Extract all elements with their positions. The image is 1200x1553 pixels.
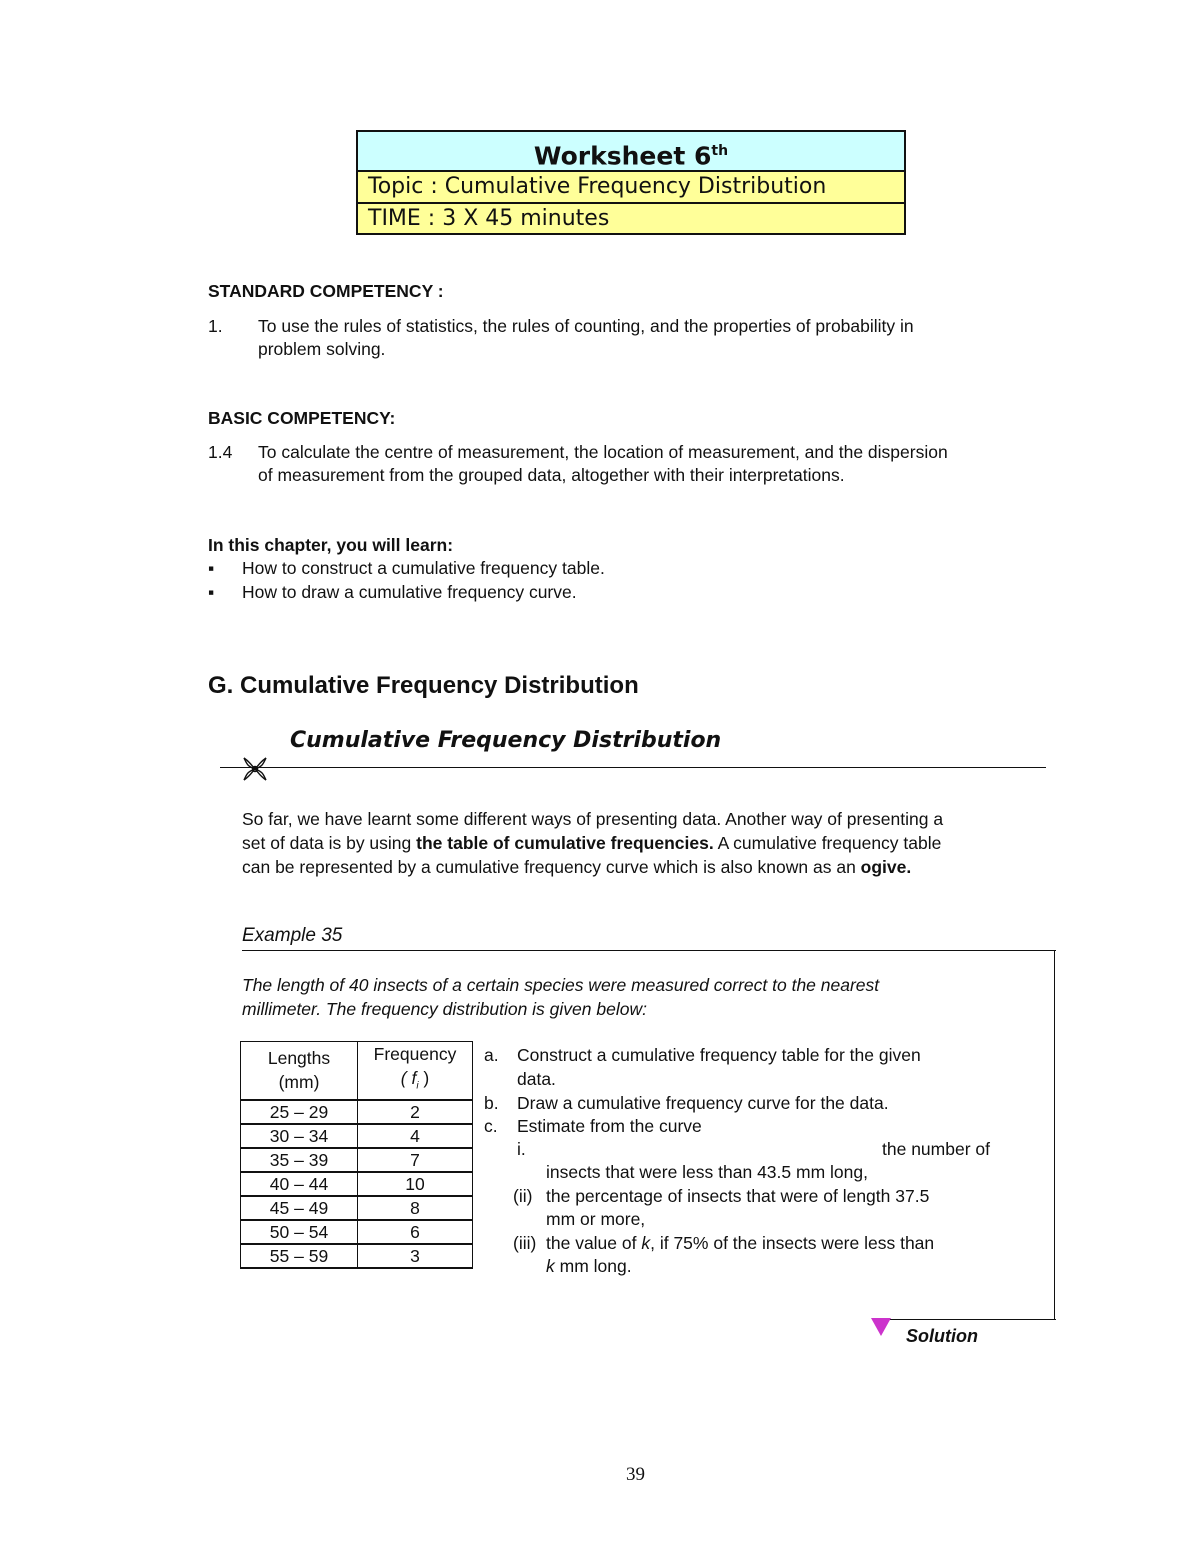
question-i-line2: insects that were less than 43.5 mm long, [546, 1162, 868, 1182]
cell-frequency: 4 [358, 1124, 473, 1148]
question-i-line1: the number of [882, 1139, 990, 1159]
table-row [241, 1124, 473, 1148]
example-bottom-rule [880, 1319, 1056, 1320]
worksheet-time: TIME : 3 X 45 minutes [358, 204, 904, 233]
decorative-flower-icon [240, 754, 270, 784]
question-ii-line2: mm or more, [546, 1209, 646, 1229]
worksheet-title: Worksheet 6th [358, 132, 904, 172]
basic-competency-heading: BASIC COMPETENCY: [208, 408, 396, 428]
cell-length: 30 – 34 [241, 1124, 358, 1148]
learn-item: How to construct a cumulative frequency table. [242, 558, 605, 578]
cell-frequency: 7 [358, 1148, 473, 1172]
standard-competency-number: 1. [208, 316, 223, 336]
question-b-label: b. [484, 1093, 499, 1113]
table-row [241, 1172, 473, 1196]
cell-frequency: 3 [358, 1244, 473, 1268]
section-title: G. Cumulative Frequency Distribution [208, 672, 639, 699]
basic-competency-line2: of measurement from the grouped data, altogether with their interpretations. [258, 465, 845, 485]
standard-competency-line1: To use the rules of statistics, the rules of counting, and the properties of probability in [258, 316, 914, 336]
table-row [241, 1244, 473, 1268]
question-a-label: a. [484, 1045, 499, 1065]
question-iii-line1: the value of k, if 75% of the insects were less than [546, 1233, 935, 1253]
cell-length: 25 – 29 [241, 1100, 358, 1124]
question-a-line1: Construct a cumulative frequency table for the given [517, 1045, 921, 1065]
table-row [241, 1196, 473, 1220]
cell-length: 55 – 59 [241, 1244, 358, 1268]
header-frequency: Frequency ( $f_i$ ) [358, 1042, 473, 1100]
header-lengths: Lengths (mm) [241, 1042, 358, 1100]
table-header-row [241, 1042, 473, 1100]
solution-triangle-icon[interactable] [871, 1318, 891, 1336]
page-number: 39 [626, 1464, 645, 1485]
intro-line2: set of data is by using the table of cumulative frequencies. A cumulative frequency table [242, 833, 942, 853]
example-top-rule [242, 950, 1056, 951]
learn-bullet: ▪ [208, 582, 215, 602]
question-c-text: Estimate from the curve [517, 1116, 702, 1136]
cell-frequency: 10 [358, 1172, 473, 1196]
cell-frequency: 8 [358, 1196, 473, 1220]
cell-frequency: 2 [358, 1100, 473, 1124]
cell-length: 40 – 44 [241, 1172, 358, 1196]
question-i-label: i. [517, 1139, 526, 1159]
cell-length: 50 – 54 [241, 1220, 358, 1244]
question-a-line2: data. [517, 1069, 556, 1089]
standard-competency-heading: STANDARD COMPETENCY : [208, 281, 444, 301]
question-ii-label: (ii) [513, 1186, 533, 1206]
question-iii-label: (iii) [513, 1233, 537, 1253]
cell-frequency: 6 [358, 1220, 473, 1244]
table-row [241, 1100, 473, 1124]
learn-heading: In this chapter, you will learn: [208, 535, 454, 555]
cell-length: 45 – 49 [241, 1196, 358, 1220]
example-desc-line1: The length of 40 insects of a certain species were measured correct to the nearest [242, 975, 880, 995]
example-title: Example 35 [242, 925, 343, 946]
worksheet-header [356, 130, 906, 235]
example-desc-line2: millimeter. The frequency distribution is given below: [242, 999, 647, 1019]
frequency-table [240, 1041, 473, 1269]
cell-length: 35 – 39 [241, 1148, 358, 1172]
example-right-rule [1054, 950, 1055, 1320]
section-rule [220, 767, 1046, 768]
standard-competency-line2: problem solving. [258, 339, 386, 359]
worksheet-topic: Topic : Cumulative Frequency Distribution [358, 172, 904, 204]
question-ii-line1: the percentage of insects that were of length 37.5 [546, 1186, 930, 1206]
learn-bullet: ▪ [208, 558, 215, 578]
intro-line1: So far, we have learnt some different ways of presenting data. Another way of presenting a [242, 809, 944, 829]
question-c-label: c. [484, 1116, 498, 1136]
table-row [241, 1148, 473, 1172]
basic-competency-number: 1.4 [208, 442, 233, 462]
section-subtitle: Cumulative Frequency Distribution [290, 728, 722, 753]
question-b-text: Draw a cumulative frequency curve for the data. [517, 1093, 889, 1113]
table-row [241, 1220, 473, 1244]
basic-competency-line1: To calculate the centre of measurement, the location of measurement, and the dispersion [258, 442, 948, 462]
intro-line3: can be represented by a cumulative frequency curve which is also known as an ogive. [242, 857, 912, 877]
learn-item: How to draw a cumulative frequency curve. [242, 582, 577, 602]
question-iii-line2: k mm long. [546, 1256, 632, 1276]
solution-link[interactable]: Solution [906, 1326, 978, 1346]
